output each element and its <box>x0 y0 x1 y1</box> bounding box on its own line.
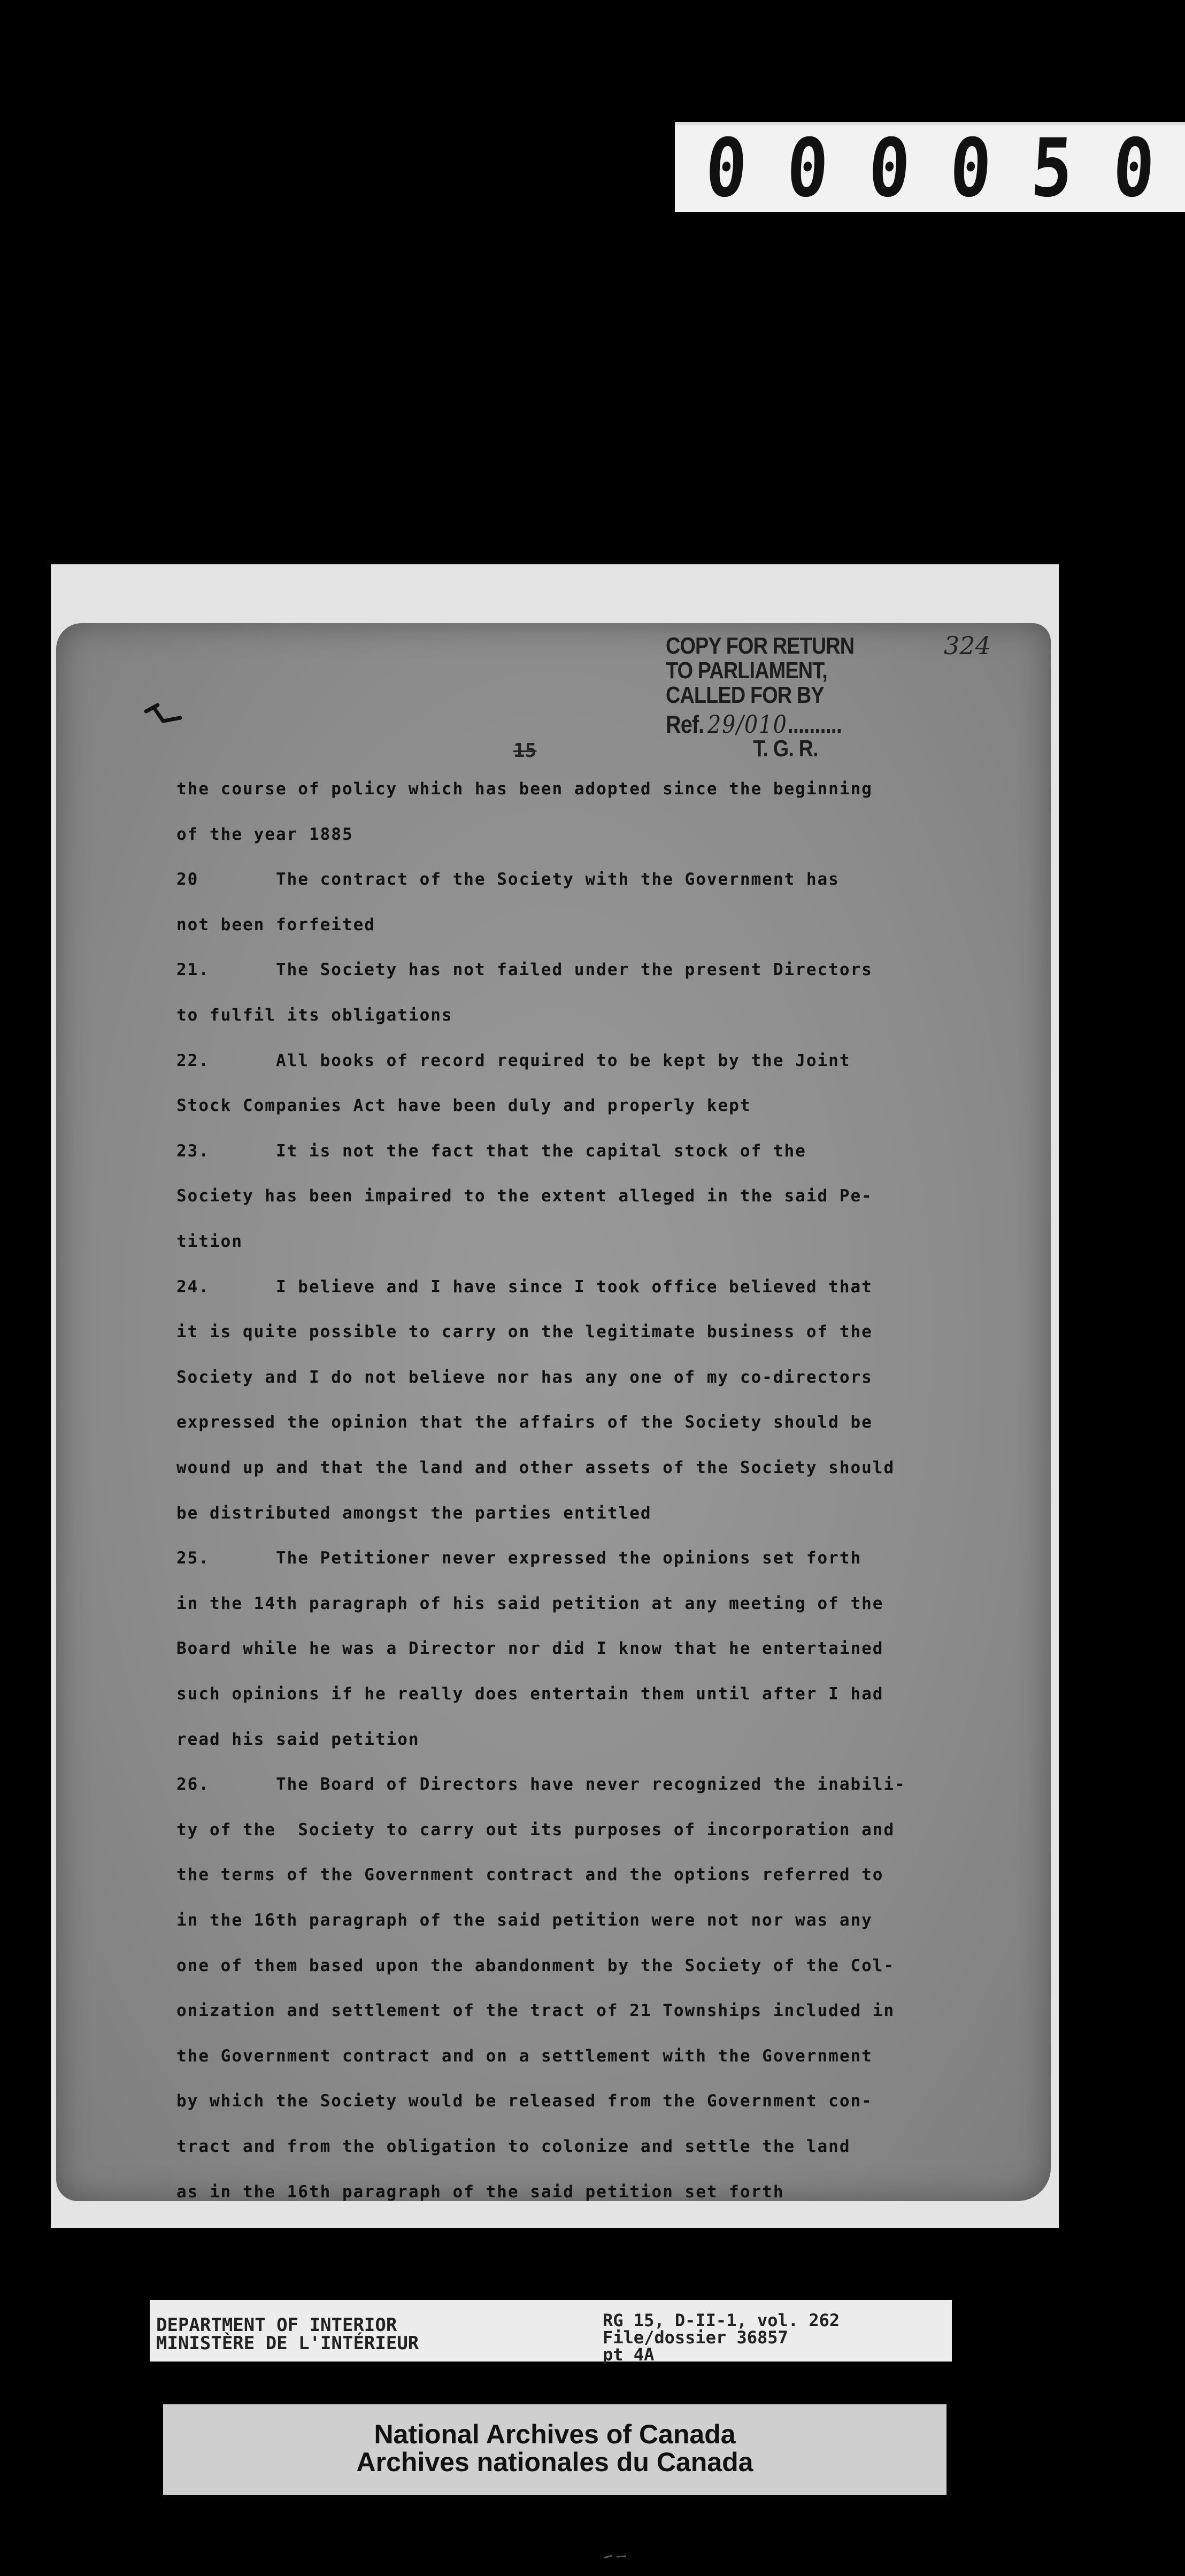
text-line: 24. I believe and I have since I took office believed that <box>176 1277 873 1297</box>
margin-check-mark <box>142 695 184 733</box>
frame-counter-digit: 0 <box>947 122 994 215</box>
page-number: 15 <box>513 740 537 762</box>
folio-number: 324 <box>944 631 991 660</box>
frame-counter <box>675 122 1185 215</box>
stamp-line-2: TO PARLIAMENT, <box>666 657 827 684</box>
archive-ref-file: File/dossier 36857 <box>603 2327 788 2348</box>
text-line: 23. It is not the fact that the capital stock of the <box>176 1141 806 1161</box>
text-line: be distributed amongst the parties entitled <box>176 1503 652 1523</box>
bottom-scratch-mark <box>602 2551 628 2562</box>
text-line: as in the 16th paragraph of the said petition set forth <box>176 2182 784 2201</box>
stamp-ref-row <box>666 712 882 737</box>
document-sheet <box>56 623 1051 2201</box>
archives-english: National Archives of Canada <box>374 2419 736 2449</box>
text-line: Board while he was a Director nor did I know that he entertained <box>176 1639 884 1659</box>
text-line: wound up and that the land and other assets of the Society should <box>176 1458 895 1477</box>
department-names <box>156 2316 419 2352</box>
text-line: by which the Society would be released from the Government con- <box>176 2091 873 2111</box>
frame-counter-digit: 0 <box>703 122 750 215</box>
department-label <box>150 2300 952 2365</box>
text-line: 20 The contract of the Society with the Government has <box>176 870 840 890</box>
frame-counter-digit: 0 <box>1110 122 1157 215</box>
archive-ref-record-group: RG 15, D-II-1, vol. 262 <box>603 2310 840 2330</box>
frame-counter-digit: 0 <box>784 122 832 215</box>
text-line: read his said petition <box>176 1729 420 1749</box>
archive-ref-part: pt 4A <box>603 2344 655 2365</box>
text-line: in the 14th paragraph of his said petition at any meeting of the <box>176 1593 884 1613</box>
text-line: one of them based upon the abandonment by the Society of the Col- <box>176 1956 895 1975</box>
text-line: to fulfil its obligations <box>176 1006 453 1025</box>
text-line: expressed the opinion that the affairs of the Society should be <box>176 1413 873 1432</box>
text-line: 25. The Petitioner never expressed the opinions set forth <box>176 1548 862 1568</box>
text-line: tition <box>176 1232 243 1251</box>
text-line: 21. The Society has not failed under the present Directors <box>176 960 873 980</box>
text-line: 22. All books of record required to be kept by the Joint <box>176 1051 851 1070</box>
department-english: DEPARTMENT OF INTERIOR <box>156 2314 397 2336</box>
stamp-line-3: CALLED FOR BY <box>666 682 824 708</box>
archives-label <box>163 2404 947 2495</box>
text-line: tract and from the obligation to colonize and settle the land <box>176 2137 851 2156</box>
text-line: the course of policy which has been adopted since the beginning <box>176 779 873 799</box>
archives-french: Archives nationales du Canada <box>356 2447 753 2477</box>
text-line: 26. The Board of Directors have never recognized the inabili- <box>176 1775 906 1795</box>
text-line: the terms of the Government contract and the options referred to <box>176 1865 884 1885</box>
text-line: ty of the Society to carry out its purposes of incorporation and <box>176 1820 895 1839</box>
stamp-ref-dots: .......... <box>787 710 842 738</box>
stamp-ref-label: Ref. <box>666 710 704 738</box>
frame-counter-digit: 5 <box>1028 122 1076 215</box>
archive-reference <box>603 2312 840 2363</box>
department-french: MINISTÈRE DE L'INTÉRIEUR <box>156 2333 419 2354</box>
parliament-stamp <box>666 634 882 761</box>
text-line: not been forfeited <box>176 915 375 934</box>
text-line: such opinions if he really does entertain them until after I had <box>176 1684 884 1704</box>
text-line: it is quite possible to carry on the legitimate business of the <box>176 1322 873 1342</box>
text-line: in the 16th paragraph of the said petition were not nor was any <box>176 1911 873 1930</box>
stamp-ref-value: 29/010 <box>707 710 788 739</box>
stamp-line-1: COPY FOR RETURN <box>666 633 855 659</box>
text-line: Stock Companies Act have been duly and properly kept <box>176 1096 751 1116</box>
text-line: the Government contract and on a settlement with the Government <box>176 2046 873 2066</box>
text-line: onization and settlement of the tract of 21 Townships included in <box>176 2001 895 2021</box>
stamp-initials: T. G. R. <box>753 735 818 762</box>
frame-counter-digit: 0 <box>866 122 913 215</box>
text-line: Society and I do not believe nor has any one of my co-directors <box>176 1367 873 1387</box>
text-line: Society has been impaired to the extent alleged in the said Pe- <box>176 1186 873 1206</box>
text-line: of the year 1885 <box>176 824 353 844</box>
